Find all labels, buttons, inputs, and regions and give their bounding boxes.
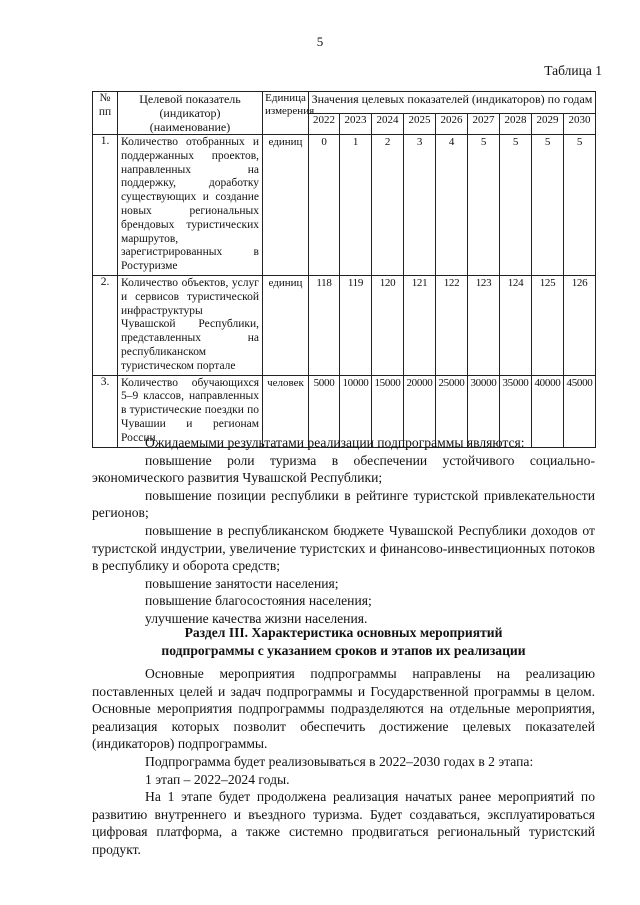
row-indicator: Количество объектов, услуг и сервисов туристической инфраструктуры Чувашской Республики, представленных на республиканском туристическом портале bbox=[118, 275, 263, 375]
results-item: улучшение качества жизни населения. bbox=[145, 610, 368, 626]
section-body bbox=[92, 665, 595, 859]
row-value: 5 bbox=[564, 135, 596, 276]
row-num: 3. bbox=[93, 375, 118, 447]
row-value: 119 bbox=[340, 275, 372, 375]
row-value: 5 bbox=[468, 135, 500, 276]
row-num: 1. bbox=[93, 135, 118, 276]
paragraph: На 1 этапе будет продолжена реализация начатых ранее мероприятий по развитию внутреннего и въездного туризма. Будет создаваться, эксплуатироваться цифровая платформа, а также системно продвигаться региональный туристский продукт. bbox=[92, 789, 595, 857]
header-unit: Единица измерения bbox=[263, 92, 309, 135]
row-value: 5 bbox=[532, 135, 564, 276]
header-year: 2029 bbox=[532, 113, 564, 134]
header-year: 2027 bbox=[468, 113, 500, 134]
row-value: 25000 bbox=[436, 375, 468, 447]
row-unit: единиц bbox=[263, 135, 309, 276]
row-indicator: Количество обучающихся 5–9 классов, направленных в туристические поездки по Чувашии и регионам России bbox=[118, 375, 263, 447]
row-num: 2. bbox=[93, 275, 118, 375]
header-year: 2024 bbox=[372, 113, 404, 134]
row-unit: человек bbox=[263, 375, 309, 447]
row-value: 1 bbox=[340, 135, 372, 276]
page-number: 5 bbox=[316, 34, 324, 49]
header-year: 2022 bbox=[309, 113, 340, 134]
table-row bbox=[93, 275, 596, 375]
row-value: 123 bbox=[468, 275, 500, 375]
row-value: 0 bbox=[309, 135, 340, 276]
paragraph: Подпрограмма будет реализовываться в 2022–2030 годах в 2 этапа: bbox=[145, 753, 534, 769]
row-indicator: Количество отобранных и поддержанных проектов, направленных на поддержку, доработку существующих и создание новых региональных брендовых туристических маршрутов, зарегистрированных в Ростуризме bbox=[118, 135, 263, 276]
results-block bbox=[92, 434, 595, 628]
header-year: 2028 bbox=[500, 113, 532, 134]
results-item: повышение позиции республики в рейтинге туристской привлекательности регионов; bbox=[92, 487, 595, 521]
row-value: 10000 bbox=[340, 375, 372, 447]
row-value: 35000 bbox=[500, 375, 532, 447]
row-value: 5 bbox=[500, 135, 532, 276]
row-value: 40000 bbox=[532, 375, 564, 447]
row-value: 126 bbox=[564, 275, 596, 375]
section-heading bbox=[92, 624, 595, 659]
row-value: 121 bbox=[404, 275, 436, 375]
table-caption: Таблица 1 bbox=[544, 63, 602, 78]
paragraph: Основные мероприятия подпрограммы направлены на реализацию поставленных целей и задач подпрограммы и Государственной программы в целом. Основные мероприятия подпрограммы подразделяются на отдельные мероприятия, реализация которых позволит обеспечить достижение целевых показателей (индикаторов) подпрограммы. bbox=[92, 666, 595, 752]
header-year: 2030 bbox=[564, 113, 596, 134]
results-item: повышение в республиканском бюджете Чувашской Республики доходов от туристской индустрии, увеличение туристских и финансово-инвестиционных потоков в республику и оборота средств; bbox=[92, 522, 595, 574]
row-unit: единиц bbox=[263, 275, 309, 375]
section-heading-line: Раздел III. Характеристика основных мероприятий bbox=[184, 625, 503, 640]
row-value: 125 bbox=[532, 275, 564, 375]
header-year: 2026 bbox=[436, 113, 468, 134]
row-value: 4 bbox=[436, 135, 468, 276]
results-intro: Ожидаемыми результатами реализации подпрограммы являются: bbox=[145, 435, 525, 450]
row-value: 3 bbox=[404, 135, 436, 276]
header-num: № пп bbox=[93, 92, 118, 135]
header-year: 2023 bbox=[340, 113, 372, 134]
row-value: 20000 bbox=[404, 375, 436, 447]
row-value: 15000 bbox=[372, 375, 404, 447]
header-indicator: Целевой показатель (индикатор) (наименование) bbox=[118, 92, 263, 135]
results-item: повышение роли туризма в обеспечении устойчивого социально-экономического развития Чувашской Республики; bbox=[92, 452, 595, 486]
row-value: 45000 bbox=[564, 375, 596, 447]
row-value: 5000 bbox=[309, 375, 340, 447]
row-value: 2 bbox=[372, 135, 404, 276]
results-item: повышение занятости населения; bbox=[145, 575, 339, 591]
row-value: 122 bbox=[436, 275, 468, 375]
header-values: Значения целевых показателей (индикаторов) по годам bbox=[309, 92, 596, 114]
table-row bbox=[93, 135, 596, 276]
row-value: 124 bbox=[500, 275, 532, 375]
section-heading-line: подпрограммы с указанием сроков и этапов их реализации bbox=[161, 642, 526, 658]
paragraph: 1 этап – 2022–2024 годы. bbox=[145, 771, 290, 787]
results-item: повышение благосостояния населения; bbox=[145, 593, 372, 609]
indicators-table bbox=[92, 91, 596, 448]
row-value: 118 bbox=[309, 275, 340, 375]
row-value: 120 bbox=[372, 275, 404, 375]
row-value: 30000 bbox=[468, 375, 500, 447]
header-year: 2025 bbox=[404, 113, 436, 134]
